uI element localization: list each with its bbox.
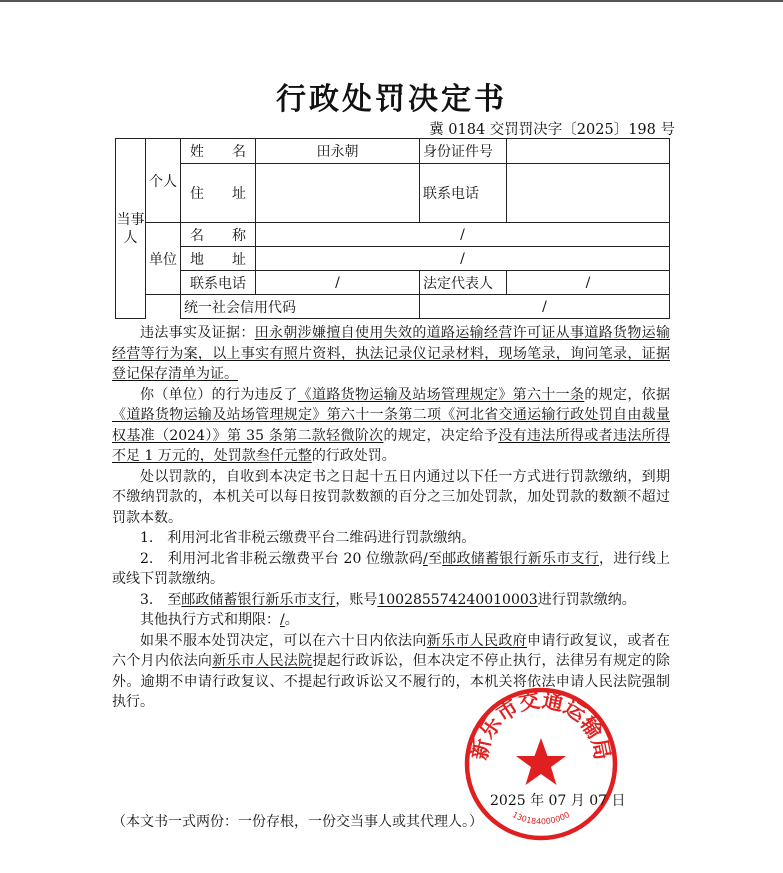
violation-paragraph: 你（单位）的行为违反了《道路货物运输及站场管理规定》第六十一条的规定，依据《道路货物运输及站场管理规定》第六十一条第二项《河北省交通运输行政处罚自由裁量权基准（2024）》第 35 条第二款轻微阶次的规定，决定给予没有违法所得或者违法所得不足 1 万元的，处罚款叁仟元整的行政处罚。 xyxy=(112,386,671,464)
unit-address-value: / xyxy=(256,247,670,271)
unit-name-label: 名 称 xyxy=(181,223,256,247)
phone-value-lower xyxy=(507,195,670,223)
document-title: 行政处罚决定书 xyxy=(276,82,507,117)
decision-date: 2025 年 07 月 07 日 xyxy=(490,793,626,809)
unit-address-label: 地 址 xyxy=(181,247,256,271)
legal-rep-value: / xyxy=(507,271,670,295)
facts-paragraph: 违法事实及证据：田永朝涉嫌擅自使用失效的道路运输经营许可证从事道路货物运输经营等行为案，以上事实有照片资料，执法记录仪记录材料，现场笔录，询问笔录，证据登记保存清单为证。 xyxy=(112,325,671,382)
payment-paragraph: 处以罚款的，自收到本决定书之日起十五日内通过以下任一方式进行罚款缴纳，到期不缴纳罚款的，本机关可以每日按罚款数额的百分之三加处罚款，加处罚款的数额不超过罚款本数。 xyxy=(112,468,670,526)
id-value xyxy=(507,139,670,164)
credit-code-value: / xyxy=(420,295,670,319)
party-info-table xyxy=(115,138,670,319)
phone-label: 联系电话 xyxy=(420,164,507,223)
id-label: 身份证件号 xyxy=(420,139,507,164)
decision-body xyxy=(112,323,670,713)
penalty-text: 没有违法所得或者违法所得不足 1 万元的，处罚款叁仟元整 xyxy=(112,427,671,464)
seal-number-text: 130184000000 xyxy=(510,810,572,827)
footer-note: （本文书一式两份：一份存根，一份交当事人或其代理人。） xyxy=(112,814,483,830)
facts-text: 田永朝涉嫌擅自使用失效的道路运输经营许可证从事道路货物运输经营等行为案，以上事实有照片资料，执法记录仪记录材料，现场笔录，询问笔录，证据登记保存清单为证。 xyxy=(112,325,671,382)
unit-phone-value: / xyxy=(256,271,420,295)
individual-label: 个人 xyxy=(146,139,181,223)
official-seal-stamp xyxy=(463,686,619,842)
address-label: 住 址 xyxy=(181,164,256,223)
name-label: 姓 名 xyxy=(181,139,256,164)
other-methods: 其他执行方式和期限：/。 xyxy=(140,612,299,628)
legal-rep-label: 法定代表人 xyxy=(420,271,507,295)
credit-code-label: 统一社会信用代码 xyxy=(181,295,420,319)
document-number: 冀 0184 交罚罚决字〔2025〕198 号 xyxy=(429,122,675,138)
name-value: 田永朝 xyxy=(256,139,420,164)
payment-method-1: 1. 利用河北省非税云缴费平台二维码进行罚款缴纳。 xyxy=(140,530,476,546)
party-group-label: 当事人 xyxy=(116,139,146,319)
seal-name-text: 新乐市交通运输局 xyxy=(467,687,615,762)
top-border-line xyxy=(0,0,783,2)
account-number: 100285574240010003 xyxy=(377,591,538,608)
unit-phone-label: 联系电话 xyxy=(181,271,256,295)
payment-method-3: 3. 至邮政储蓄银行新乐市支行，账号100285574240010003进行罚款缴纳。 xyxy=(140,591,636,608)
unit-label: 单位 xyxy=(146,223,181,295)
seal-star-icon xyxy=(516,738,566,785)
legal-basis: 《道路货物运输及站场管理规定》第六十一条第二项《河北省交通运输行政处罚自由裁量权基准（2024）》第 35 条第二款轻微阶次 xyxy=(112,407,670,444)
law-violated: 《道路货物运输及站场管理规定》第六十一条 xyxy=(297,386,585,403)
appeal-paragraph: 如果不服本处罚决定，可以在六十日内依法向新乐市人民政府申请行政复议，或者在六个月内依法向新乐市人民法院提起行政诉讼，但本决定不停止执行，法律另有规定的除外。逾期不申请行政复议、不提起行政诉讼又不履行的，本机关将依法申请人民法院强制执行。 xyxy=(112,632,671,710)
court-name: 新乐市人民法院 xyxy=(212,653,313,669)
phone-value xyxy=(507,164,670,195)
review-authority: 新乐市人民政府 xyxy=(426,632,528,649)
bank-name: 邮政储蓄银行新乐市支行 xyxy=(442,550,600,567)
payment-method-2: 2. 利用河北省非税云缴费平台 20 位缴款码/至邮政储蓄银行新乐市支行，进行线上或线下罚款缴纳。 xyxy=(112,550,671,587)
unit-name-value: / xyxy=(256,223,670,247)
address-value xyxy=(256,164,420,223)
